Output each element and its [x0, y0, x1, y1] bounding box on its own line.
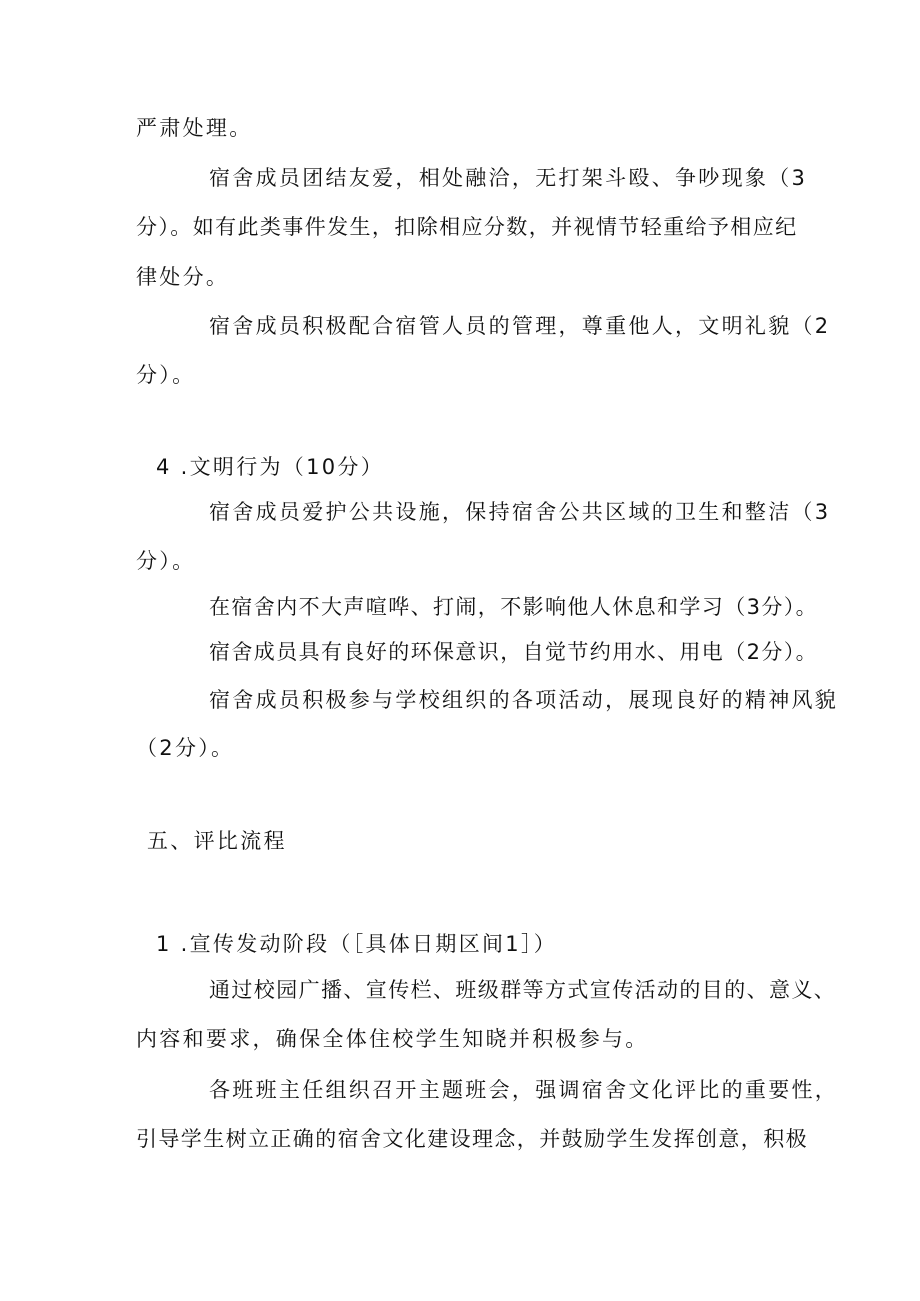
text-line: 宿舍成员积极参与学校组织的各项活动，展现良好的精神风貌 — [209, 688, 839, 712]
text-line: 通过校园广播、宣传栏、班级群等方式宣传活动的目的、意义、 — [209, 978, 837, 1002]
text-line: 内容和要求，确保全体住校学生知晓并积极参与。 — [136, 1027, 649, 1051]
text-line: 引导学生树立正确的宿舍文化建设理念，并鼓励学生发挥创意，积极 — [136, 1127, 808, 1151]
text-line: 宿舍成员爱护公共设施，保持宿舍公共区域的卫生和整洁（3 — [209, 500, 831, 524]
text-line: 各班班主任组织召开主题班会，强调宿舍文化评比的重要性， — [209, 1078, 839, 1102]
text-line: 宿舍成员积极配合宿管人员的管理，尊重他人，文明礼貌（2 — [209, 314, 831, 338]
text-line: （2分）。 — [136, 736, 235, 760]
text-line: 严肃处理。 — [136, 116, 253, 140]
text-line: 宿舍成员团结友爱，相处融洽，无打架斗殴、争吵现象（3 — [209, 166, 808, 190]
text-line: 分）。 — [136, 363, 196, 387]
section-heading: 4 .文明行为（10分） — [156, 455, 385, 479]
text-line: 律处分。 — [136, 265, 230, 289]
text-line: 分）。如有此类事件发生，扣除相应分数，并视情节轻重给予相应纪 — [136, 215, 798, 239]
text-line: 宿舍成员具有良好的环保意识，自觉节约用水、用电（2分）。 — [209, 640, 819, 664]
text-line: 分）。 — [136, 549, 196, 573]
chapter-heading: 五、评比流程 — [147, 829, 287, 853]
text-line: 在宿舍内不大声喧哗、打闹，不影响他人休息和学习（3分）。 — [209, 595, 819, 619]
section-heading: 1 .宣传发动阶段（［具体日期区间1］） — [156, 932, 558, 956]
